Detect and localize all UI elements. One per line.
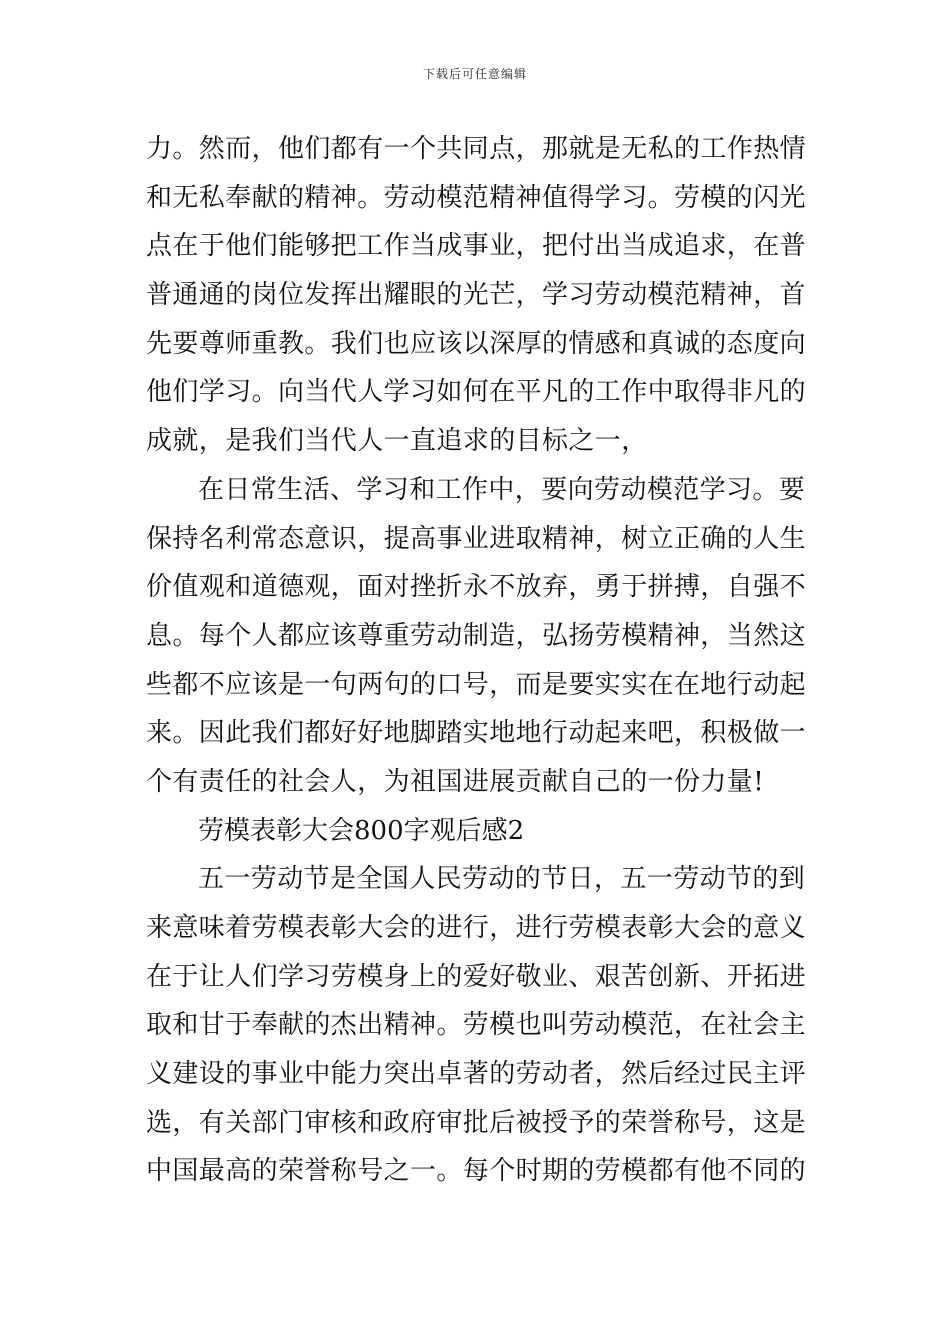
paragraph-line: 和无私奉献的精神。劳动模范精神值得学习。劳模的闪光 <box>146 182 807 213</box>
page-header: 下载后可任意编辑 <box>422 67 527 81</box>
paragraph-line: 来。因此我们都好好地脚踏实地地行动起来吧，积极做一 <box>146 718 807 749</box>
paragraph-line: 来意味着劳模表彰大会的进行，进行劳模表彰大会的意义 <box>146 913 807 943</box>
paragraph-line: 价值观和道德观，面对挫折永不放弃，勇于拼搏，自强不 <box>146 572 807 603</box>
paragraph-line: 息。每个人都应该尊重劳动制造，弘扬劳模精神，当然这 <box>146 620 807 651</box>
document-body <box>146 125 806 1196</box>
paragraph-line: 些都不应该是一句两句的口号，而是要实实在在地行动起 <box>146 669 807 700</box>
paragraph-line: 先要尊师重教。我们也应该以深厚的情感和真诚的态度向 <box>146 328 807 359</box>
section-heading: 劳模表彰大会800字观后感2 <box>198 815 525 846</box>
paragraph-line: 在于让人们学习劳模身上的爱好敬业、艰苦创新、开拓进 <box>146 961 807 992</box>
paragraph-line: 选，有关部门审核和政府审批后被授予的荣誉称号，这是 <box>146 1107 807 1138</box>
paragraph-line: 点在于他们能够把工作当成事业，把付出当成追求，在普 <box>146 231 807 262</box>
paragraph-line: 他们学习。向当代人学习如何在平凡的工作中取得非凡的 <box>146 377 807 408</box>
paragraph-line: 成就，是我们当代人一直追求的目标之一， <box>146 426 648 457</box>
paragraph-line: 力。然而，他们都有一个共同点，那就是无私的工作热情 <box>146 134 807 164</box>
paragraph-line: 在日常生活、学习和工作中，要向劳动模范学习。要 <box>198 474 806 505</box>
paragraph-line: 取和甘于奉献的杰出精神。劳模也叫劳动模范，在社会主 <box>146 1010 807 1041</box>
paragraph-line: 普通通的岗位发挥出耀眼的光芒，学习劳动模范精神，首 <box>146 280 807 311</box>
paragraph-line: 中国最高的荣誉称号之一。每个时期的劳模都有他不同的 <box>146 1156 807 1187</box>
paragraph-line: 个有责任的社会人，为祖国进展贡献自己的一份力量! <box>146 766 765 797</box>
paragraph-line: 五一劳动节是全国人民劳动的节日，五一劳动节的到 <box>198 864 806 895</box>
paragraph-line: 保持名利常态意识，提高事业进取精神，树立正确的人生 <box>146 523 807 554</box>
paragraph-line: 义建设的事业中能力突出卓著的劳动者，然后经过民主评 <box>146 1059 807 1090</box>
